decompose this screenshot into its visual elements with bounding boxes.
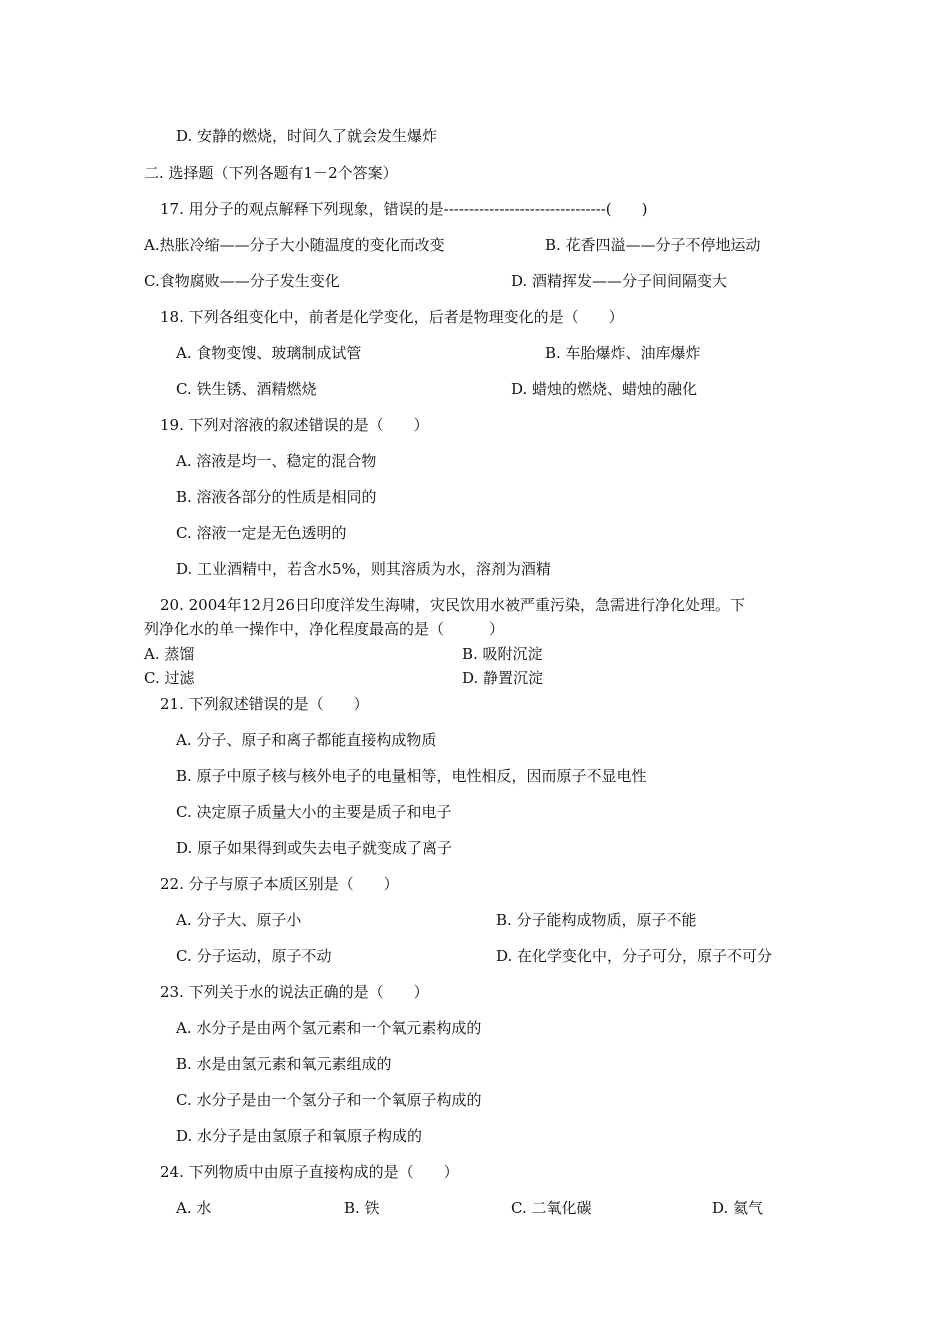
q21-option-d: D. 原子如果得到或失去电子就变成了离子 — [176, 839, 453, 857]
q17-option-d: D. 酒精挥发——分子间间隔变大 — [511, 272, 728, 290]
q20-stem-line2: 列净化水的单一操作中，净化程度最高的是（ ） — [144, 620, 505, 638]
q20-stem-line1: 20. 2004年12月26日印度洋发生海啸，灾民饮用水被严重污染，急需进行净化处理。下 — [160, 596, 745, 614]
q23-option-c: C. 水分子是由一个氢分子和一个氧原子构成的 — [176, 1091, 482, 1109]
q24-option-a: A. 水 — [176, 1199, 212, 1217]
q20-option-d: D. 静置沉淀 — [462, 669, 544, 687]
q18-option-d: D. 蜡烛的燃烧、蜡烛的融化 — [511, 380, 698, 398]
q19-option-a: A. 溶液是均一、稳定的混合物 — [176, 452, 377, 470]
q24-option-b: B. 铁 — [344, 1199, 380, 1217]
q21-option-b: B. 原子中原子核与核外电子的电量相等，电性相反，因而原子不显电性 — [176, 767, 647, 785]
q18-stem: 18. 下列各组变化中，前者是化学变化，后者是物理变化的是（ ） — [160, 308, 624, 326]
q24-option-c: C. 二氧化碳 — [511, 1199, 592, 1217]
q23-stem: 23. 下列关于水的说法正确的是（ ） — [160, 983, 429, 1001]
q22-option-c: C. 分子运动，原子不动 — [176, 947, 332, 965]
q19-option-c: C. 溶液一定是无色透明的 — [176, 524, 347, 542]
q16-option-d: D. 安静的燃烧，时间久了就会发生爆炸 — [176, 127, 438, 145]
q23-option-a: A. 水分子是由两个氢元素和一个氧元素构成的 — [176, 1019, 482, 1037]
q17-stem: 17. 用分子的观点解释下列现象，错误的是--------------------------------( ) — [160, 200, 648, 218]
q22-stem: 22. 分子与原子本质区别是（ ） — [160, 875, 399, 893]
q22-option-a: A. 分子大、原子小 — [176, 911, 302, 929]
q19-option-d: D. 工业酒精中，若含水5%，则其溶质为水，溶剂为酒精 — [176, 560, 551, 578]
q19-stem: 19. 下列对溶液的叙述错误的是（ ） — [160, 416, 429, 434]
q17-option-b: B. 花香四溢——分子不停地运动 — [545, 236, 761, 254]
q24-option-d: D. 氦气 — [712, 1199, 764, 1217]
q21-stem: 21. 下列叙述错误的是（ ） — [160, 695, 369, 713]
q19-option-b: B. 溶液各部分的性质是相同的 — [176, 488, 377, 506]
q20-option-a: A. 蒸馏 — [144, 645, 195, 663]
q22-option-b: B. 分子能构成物质，原子不能 — [496, 911, 697, 929]
q18-option-a: A. 食物变馊、玻璃制成试管 — [176, 344, 362, 362]
q20-option-b: B. 吸附沉淀 — [462, 645, 543, 663]
q21-option-a: A. 分子、原子和离子都能直接构成物质 — [176, 731, 437, 749]
section-2-heading: 二. 选择题（下列各题有1－2个答案） — [144, 164, 398, 182]
q18-option-c: C. 铁生锈、酒精燃烧 — [176, 380, 317, 398]
q20-option-c: C. 过滤 — [144, 669, 195, 687]
q23-option-b: B. 水是由氢元素和氧元素组成的 — [176, 1055, 392, 1073]
q22-option-d: D. 在化学变化中，分子可分，原子不可分 — [496, 947, 773, 965]
q24-stem: 24. 下列物质中由原子直接构成的是（ ） — [160, 1163, 459, 1181]
q17-option-c: C.食物腐败——分子发生变化 — [144, 272, 340, 290]
q21-option-c: C. 决定原子质量大小的主要是质子和电子 — [176, 803, 452, 821]
q23-option-d: D. 水分子是由氢原子和氧原子构成的 — [176, 1127, 423, 1145]
q18-option-b: B. 车胎爆炸、油库爆炸 — [545, 344, 701, 362]
q17-option-a: A.热胀冷缩——分子大小随温度的变化而改变 — [144, 236, 445, 254]
